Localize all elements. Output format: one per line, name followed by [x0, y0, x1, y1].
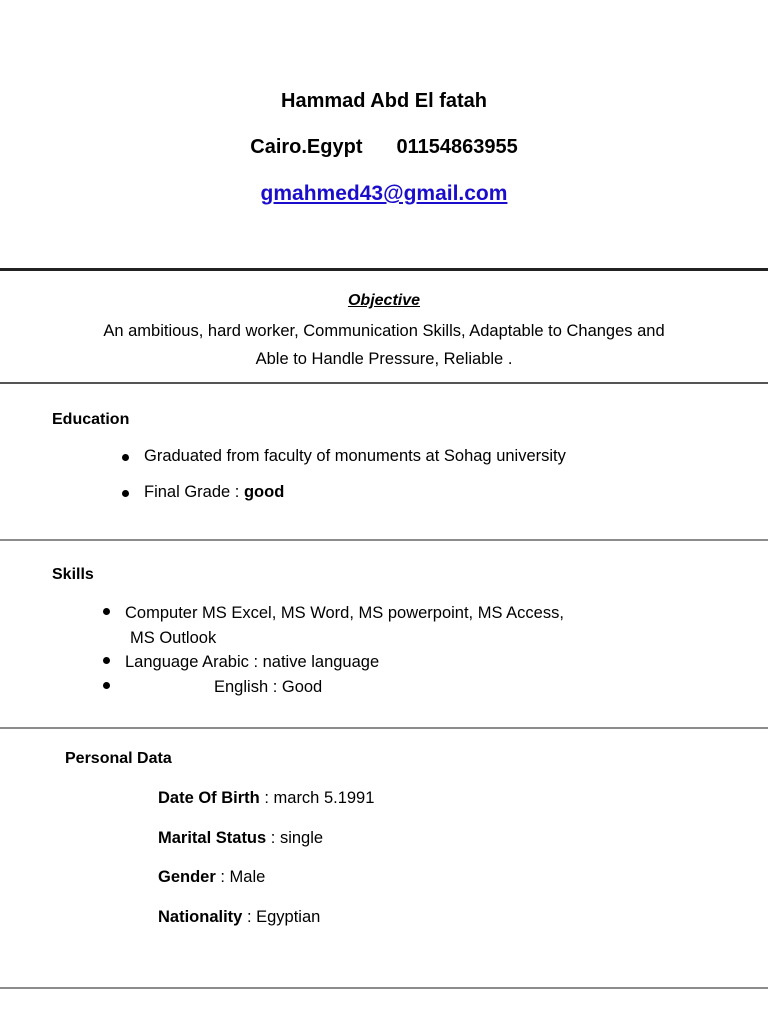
- skills-list: [125, 601, 564, 699]
- personal-data-title: Personal Data: [65, 750, 172, 767]
- education-grade-label: Final Grade :: [144, 483, 244, 501]
- skills-language: Language Arabic : native language: [125, 653, 380, 671]
- objective-divider: [0, 382, 768, 384]
- list-item: [125, 675, 564, 700]
- email-line: [0, 182, 768, 206]
- list-item: [144, 447, 566, 466]
- bullet-icon: [103, 608, 110, 615]
- education-title: Education: [52, 411, 130, 428]
- location-text: Cairo.Egypt: [250, 136, 363, 158]
- bullet-icon: [122, 490, 129, 497]
- education-list: [144, 447, 566, 502]
- gender-label: Gender: [158, 868, 216, 886]
- marital-status-row: [158, 829, 323, 848]
- objective-text-line-2: Able to Handle Pressure, Reliable .: [255, 350, 513, 368]
- objective-text: [40, 317, 728, 373]
- skills-english: English : Good: [214, 677, 323, 696]
- dob-row: [158, 789, 374, 808]
- marital-status-value: : single: [266, 829, 324, 847]
- list-item: [125, 601, 564, 650]
- nationality-label: Nationality: [158, 908, 243, 926]
- bullet-icon: [122, 454, 129, 461]
- nationality-value: : Egyptian: [242, 908, 321, 926]
- education-grade-value: good: [243, 483, 285, 501]
- nationality-row: [158, 908, 320, 927]
- skills-divider: [0, 727, 768, 729]
- bullet-icon: [103, 682, 110, 689]
- bullet-icon: [103, 657, 110, 664]
- email-link[interactable]: gmahmed43@gmail.com: [260, 182, 508, 205]
- skills-title: Skills: [52, 566, 94, 583]
- dob-label: Date Of Birth: [158, 789, 260, 807]
- applicant-name: Hammad Abd El fatah: [281, 90, 487, 112]
- dob-value: : march 5.1991: [259, 789, 375, 807]
- header-divider: [0, 268, 768, 271]
- list-item: [125, 650, 564, 675]
- skills-computer-line-1: Computer MS Excel, MS Word, MS powerpoint, MS Access,: [125, 604, 564, 622]
- gender-value: : Male: [215, 868, 266, 886]
- location-phone-line: [0, 136, 768, 159]
- objective-title: Objective: [347, 292, 421, 309]
- education-item-degree: Graduated from faculty of monuments at Sohag university: [144, 447, 566, 465]
- objective-text-line-1: An ambitious, hard worker, Communication Skills, Adaptable to Changes and: [103, 322, 665, 340]
- phone-text: 01154863955: [396, 136, 518, 158]
- list-item: [144, 483, 566, 502]
- marital-status-label: Marital Status: [158, 829, 267, 847]
- gender-row: [158, 868, 265, 887]
- personal-data-divider: [0, 987, 768, 989]
- education-divider: [0, 539, 768, 541]
- skills-computer-line-2: MS Outlook: [130, 628, 217, 647]
